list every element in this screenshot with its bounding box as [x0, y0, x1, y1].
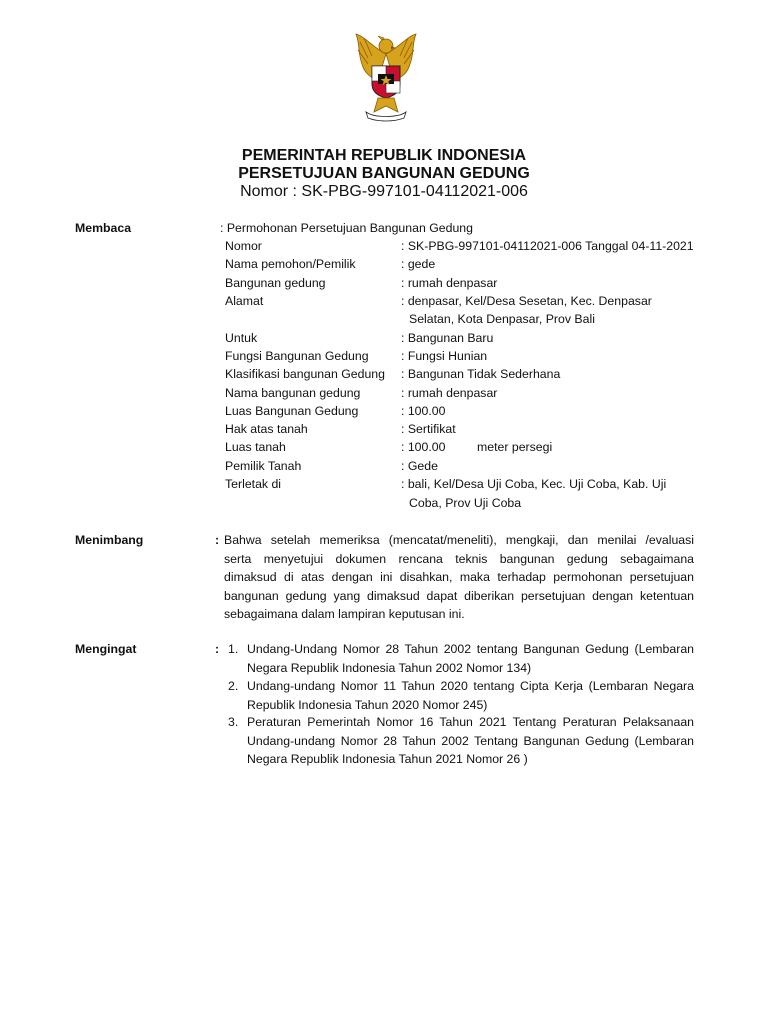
- list-item-number: 2.: [228, 679, 239, 693]
- menimbang-paragraph: [224, 531, 694, 624]
- field-value: : rumah denpasar: [401, 276, 498, 290]
- list-item-line: Undang-undang Nomor 11 Tahun 2020 tentang Cipta Kerja (Lembaran Negara: [247, 679, 694, 693]
- paragraph-line: dimaksud di atas dengan ini disahkan, maka terhadap permohonan persetujuan: [224, 570, 694, 585]
- membaca-intro: : Permohonan Persetujuan Bangunan Gedung: [220, 221, 473, 235]
- section-label-membaca: Membaca: [75, 221, 132, 235]
- field-label: Nama pemohon/Pemilik: [225, 257, 356, 271]
- list-item-line: Negara Republik Indonesia Tahun 2002 Nomor 134): [247, 660, 532, 675]
- page-title-line-2: PERSETUJUAN BANGUNAN GEDUNG: [238, 165, 530, 182]
- field-value-continuation: Selatan, Kota Denpasar, Prov Bali: [409, 312, 595, 326]
- field-label: Nomor: [225, 239, 262, 253]
- field-value: : bali, Kel/Desa Uji Coba, Kec. Uji Coba, Kab. Uji: [401, 477, 667, 491]
- field-label: Klasifikasi bangunan Gedung: [225, 367, 385, 381]
- field-value: : Sertifikat: [401, 422, 456, 436]
- field-label: Terletak di: [225, 477, 282, 491]
- list-item: [247, 640, 694, 677]
- field-label: Hak atas tanah: [225, 422, 308, 436]
- list-item-line: Negara Republik Indonesia Tahun 2021 Nomor 26 ): [247, 752, 528, 767]
- list-item-number: 3.: [228, 715, 239, 729]
- field-label: Fungsi Bangunan Gedung: [225, 349, 369, 363]
- list-item-line: Undang-Undang Nomor 28 Tahun 2002 tentang Bangunan Gedung (Lembaran: [247, 642, 694, 656]
- section-label-mengingat: Mengingat: [75, 642, 137, 656]
- field-label: Nama bangunan gedung: [225, 386, 361, 400]
- paragraph-line: Bahwa setelah memeriksa (mencatat/meneliti), mengkaji, dan menilai /evaluasi: [224, 533, 694, 547]
- field-label: Untuk: [225, 331, 258, 345]
- field-value: : Fungsi Hunian: [401, 349, 488, 363]
- page-title-line-1: PEMERINTAH REPUBLIK INDONESIA: [241, 147, 527, 164]
- list-item-line: Peraturan Pemerintah Nomor 16 Tahun 2021 Tentang Peraturan Pelaksanaan: [247, 715, 694, 729]
- field-label: Pemilik Tanah: [225, 459, 302, 473]
- list-item: [247, 677, 694, 714]
- field-value: : SK-PBG-997101-04112021-006 Tanggal 04-11-2021: [401, 239, 694, 253]
- paragraph-line: serta menyetujui dokumen rencana teknis bangunan gedung sebagaimana: [224, 551, 694, 566]
- field-unit: meter persegi: [477, 440, 553, 454]
- garuda-emblem-icon: [338, 28, 434, 124]
- section-label-menimbang: Menimbang: [75, 533, 144, 547]
- field-label: Alamat: [225, 294, 264, 308]
- field-label: Luas tanah: [225, 440, 286, 454]
- document-number: Nomor : SK-PBG-997101-04112021-006: [240, 183, 528, 200]
- list-item-line: Undang-undang Nomor 28 Tahun 2002 Tentang Bangunan Gedung (Lembaran: [247, 733, 694, 748]
- section-colon: :: [215, 533, 220, 547]
- paragraph-line: bangunan gedung yang dimaksud dapat diberikan persetujuan dengan ketentuan: [224, 588, 694, 603]
- field-value: : denpasar, Kel/Desa Sesetan, Kec. Denpasar: [401, 294, 652, 308]
- field-value: : Gede: [401, 459, 438, 473]
- field-value: : 100.00: [401, 404, 446, 418]
- field-value: : Bangunan Tidak Sederhana: [401, 367, 561, 381]
- paragraph-line: sebagaimana dalam lampiran keputusan ini.: [224, 607, 465, 622]
- list-item-line: Republik Indonesia Tahun 2020 Nomor 245): [247, 697, 488, 712]
- field-label: Bangunan gedung: [225, 276, 326, 290]
- field-value: : rumah denpasar: [401, 386, 498, 400]
- section-colon: :: [215, 642, 220, 656]
- field-label: Luas Bangunan Gedung: [225, 404, 359, 418]
- list-item: [247, 713, 694, 769]
- field-value: : Bangunan Baru: [401, 331, 494, 345]
- field-value-continuation: Coba, Prov Uji Coba: [409, 496, 522, 510]
- field-value: : 100.00: [401, 440, 446, 454]
- list-item-number: 1.: [228, 642, 239, 656]
- field-value: : gede: [401, 257, 436, 271]
